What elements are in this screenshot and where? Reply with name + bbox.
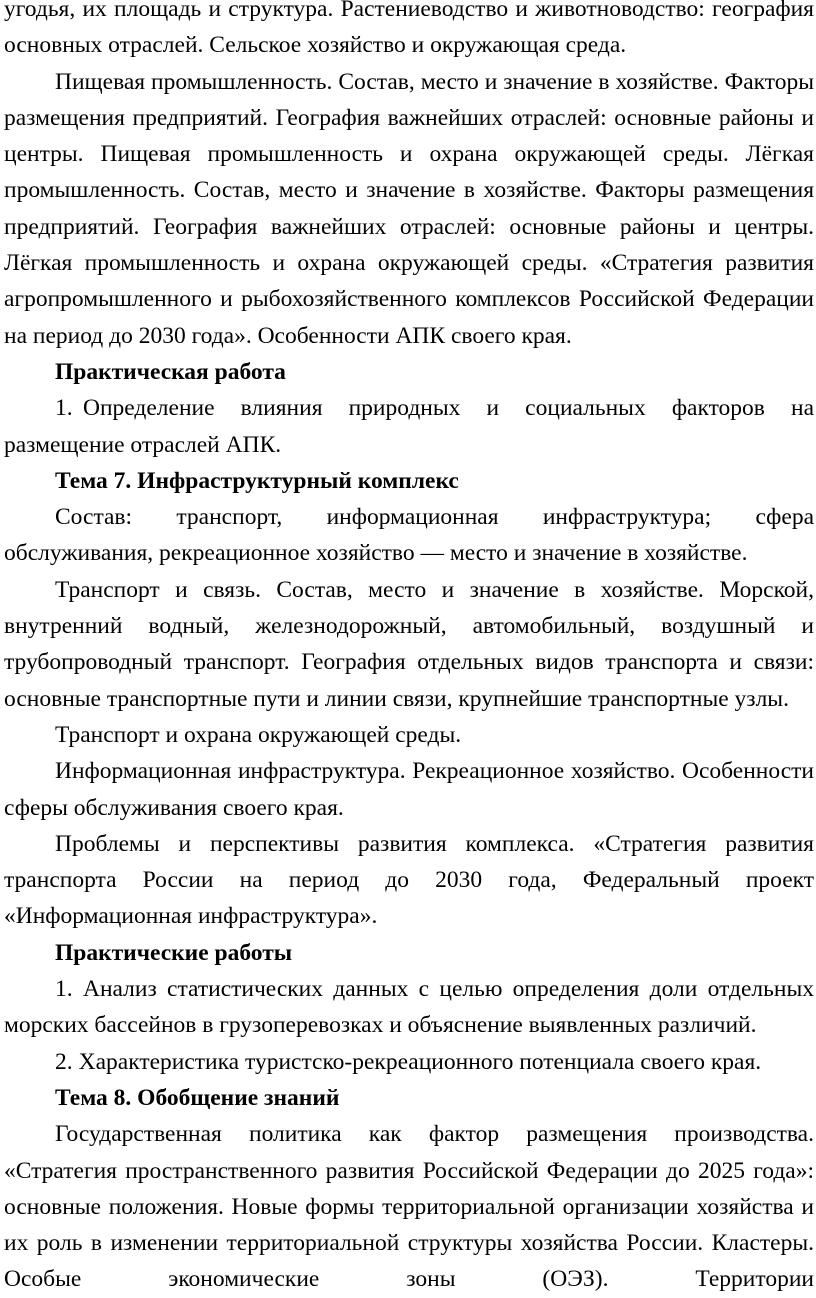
paragraph-problems-prospects: Проблемы и перспективы развития комплекса. «Стратегия развития транспорта России на период до 2030 года, Федеральный проект «Информационная инфраструктура».: [4, 830, 814, 930]
paragraph-agriculture-end: угодья, их площадь и структура. Растениеводство и животноводство: география основных отраслей. Сельское хозяйство и окружающая среда.: [4, 0, 814, 59]
heading-practical-works: Практические работы: [55, 939, 293, 966]
heading-topic-8: Тема 8. Обобщение знаний: [55, 1084, 340, 1111]
list-item-text: Анализ статистических данных с целью определения доли отдельных морских бассейнов в грузоперевозках и объяснение выявленных различий.: [4, 976, 814, 1039]
list-item-sea-basins: [4, 971, 814, 1044]
paragraph-transport-environment: Транспорт и охрана окружающей среды.: [55, 721, 462, 748]
list-item-text: Определение влияния природных и социальных факторов на размещение отраслей АПК.: [4, 395, 814, 458]
heading-practical-work: Практическая работа: [55, 358, 286, 385]
list-item-apk-factors: [4, 390, 814, 463]
list-number: 1.: [55, 976, 73, 1003]
list-item-text: Характеристика туристско-рекреационного потенциала своего края.: [78, 1048, 762, 1075]
paragraph-food-light-industry: Пищевая промышленность. Состав, место и значение в хозяйстве. Факторы размещения предприятий. География важнейших отраслей: основные районы и центры. Пищевая промышленность и охрана окружающей среды. Лёгкая промышленность. Состав, место и значение в хозяйстве. Факторы размещения предприятий. География важнейших отраслей: основные районы и центры. Лёгкая промышленность и охрана окружающей среды. «Стратегия развития агропромышленного и рыбохозяйственного комплексов Российской Федерации на период до 2030 года». Особенности АПК своего края.: [4, 68, 814, 349]
heading-topic-7: Тема 7. Инфраструктурный комплекс: [55, 467, 459, 494]
paragraph-state-policy: Государственная политика как фактор размещения производства. «Стратегия пространственного развития Российской Федерации до 2025 года»: основные положения. Новые формы территориальной организации хозяйства и их роль в изменении территориальной структуры хозяйства России. Кластеры. Особые экономические зоны (ОЭЗ). Территории: [4, 1121, 814, 1293]
paragraph-information-infrastructure: Информационная инфраструктура. Рекреационное хозяйство. Особенности сферы обслуживания своего края.: [4, 758, 814, 821]
list-item-tourism-potential: [4, 1044, 814, 1080]
paragraph-transport-communication: Транспорт и связь. Состав, место и значение в хозяйстве. Морской, внутренний водный, железнодорожный, автомобильный, воздушный и трубопроводный транспорт. География отдельных видов транспорта и связи: основные транспортные пути и линии связи, крупнейшие транспортные узлы.: [4, 576, 814, 712]
list-number: 2.: [55, 1048, 73, 1075]
paragraph-infrastructure-composition: Состав: транспорт, информационная инфраструктура; сфера обслуживания, рекреационное хозяйство — место и значение в хозяйстве.: [4, 504, 814, 567]
list-number: 1.: [55, 395, 73, 422]
